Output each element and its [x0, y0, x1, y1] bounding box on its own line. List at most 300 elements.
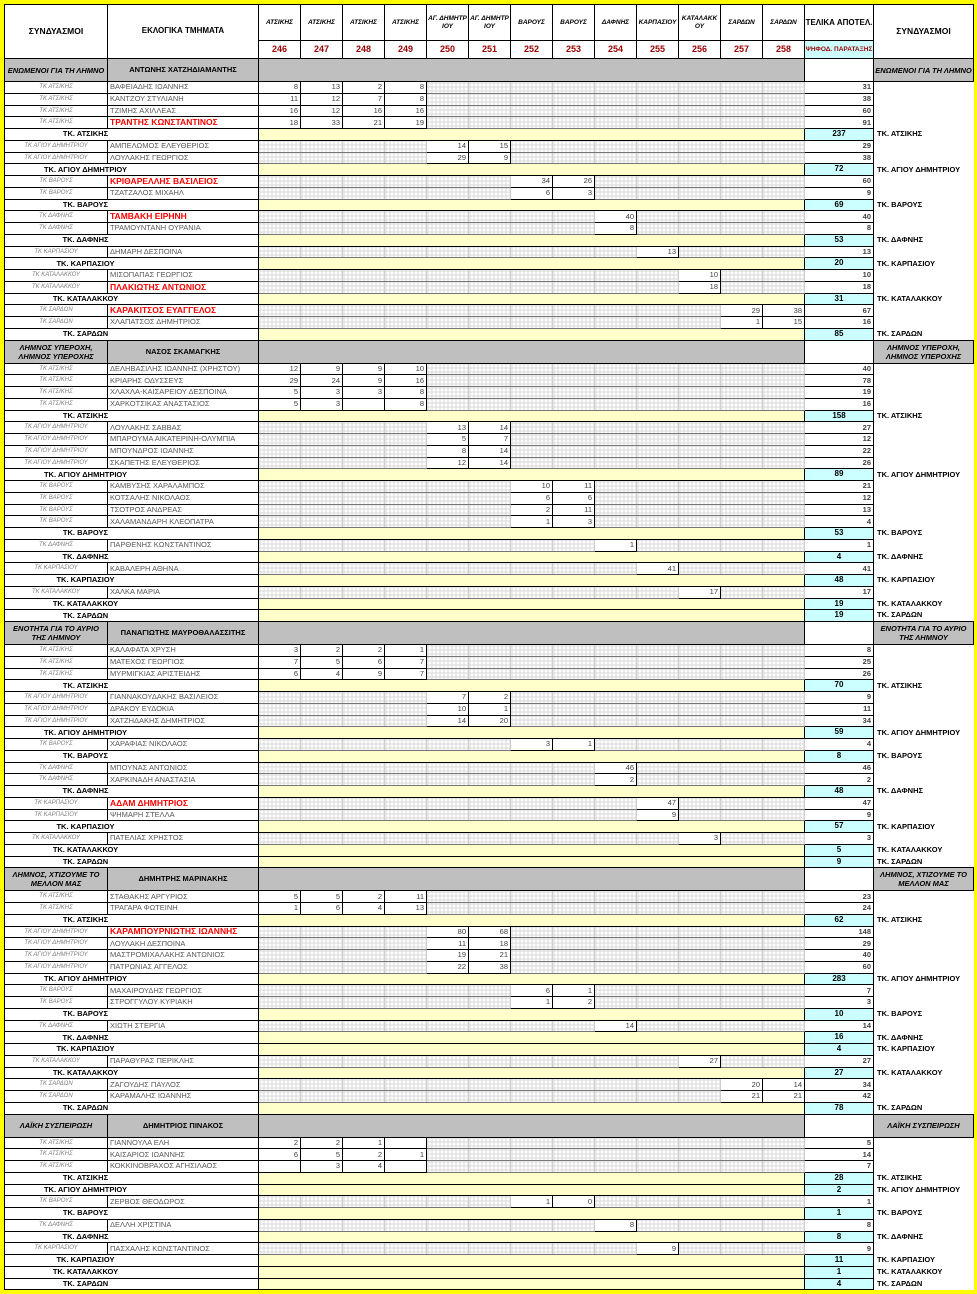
vote-cell-248[interactable]: 1 [343, 1137, 385, 1149]
vote-cell-246[interactable]: 12 [259, 363, 301, 375]
candidate-total[interactable]: 12 [805, 492, 874, 504]
candidate-name[interactable]: ΛΟΥΛΑΚΗ ΔΕΣΠΟΙΝΑ [108, 938, 259, 950]
vote-cell-247[interactable]: 3 [301, 1161, 343, 1173]
vote-cell-253[interactable]: 1 [553, 985, 595, 997]
candidate-total[interactable]: 31 [805, 82, 874, 94]
vote-cell-247[interactable]: 24 [301, 375, 343, 387]
vote-cell-250[interactable]: 14 [427, 715, 469, 727]
vote-cell-249[interactable]: 1 [385, 1149, 427, 1161]
candidate-total[interactable]: 26 [805, 457, 874, 469]
station-name-249[interactable]: ΑΤΣΙΚΗΣ [385, 5, 427, 41]
subtotal-value[interactable]: 70 [805, 680, 874, 692]
vote-cell-248[interactable]: 9 [343, 375, 385, 387]
subtotal-value[interactable]: 237 [805, 129, 874, 141]
candidate-name[interactable]: ΜΙΣΟΠΑΠΑΣ ΓΕΩΡΓΙΟΣ [108, 270, 259, 282]
vote-cell-248[interactable]: 16 [343, 105, 385, 117]
candidate-name[interactable]: ΜΠΑΡΟΥΜΑ ΑΙΚΑΤΕΡΙΝΗ-ΟΛΥΜΠΙΑ [108, 434, 259, 446]
vote-cell-256[interactable]: 18 [679, 281, 721, 293]
station-number-248[interactable]: 248 [343, 41, 385, 59]
vote-cell-254[interactable]: 40 [595, 211, 637, 223]
subtotal-value[interactable]: 4 [805, 1044, 874, 1056]
vote-cell-250[interactable]: 80 [427, 926, 469, 938]
party-name-right[interactable]: ΛΑΪΚΗ ΣΥΣΠΕΙΡΩΣΗ [874, 1114, 974, 1137]
subtotal-value[interactable]: 53 [805, 528, 874, 540]
candidate-name[interactable]: ΖΑΓΟΥΔΗΣ ΠΑΥΛΟΣ [108, 1079, 259, 1091]
candidate-total[interactable]: 14 [805, 1020, 874, 1032]
party-leader[interactable]: ΠΑΝΑΓΙΩΤΗΣ ΜΑΥΡΟΘΑΛΑΣΣΙΤΗΣ [108, 622, 259, 645]
vote-cell-246[interactable]: 16 [259, 105, 301, 117]
vote-cell-253[interactable]: 1 [553, 739, 595, 751]
station-name-254[interactable]: ΔΑΦΝΗΣ [595, 5, 637, 41]
subtotal-value[interactable]: 16 [805, 1032, 874, 1044]
vote-cell-256[interactable]: 10 [679, 270, 721, 282]
candidate-total[interactable]: 12 [805, 434, 874, 446]
vote-cell-252[interactable]: 6 [511, 492, 553, 504]
station-name-257[interactable]: ΣΑΡΔΩΝ [721, 5, 763, 41]
party-votes-header[interactable]: ΨΗΦΟΔ. ΠΑΡΑΤΑΞΗΣ [805, 41, 874, 59]
vote-cell-246[interactable]: 11 [259, 93, 301, 105]
candidate-total[interactable]: 23 [805, 891, 874, 903]
vote-cell-251[interactable]: 20 [469, 715, 511, 727]
subtotal-value[interactable]: 11 [805, 1255, 874, 1267]
subtotal-value[interactable]: 20 [805, 258, 874, 270]
station-number-258[interactable]: 258 [763, 41, 805, 59]
station-name-246[interactable]: ΑΤΣΙΚΗΣ [259, 5, 301, 41]
vote-cell-247[interactable]: 4 [301, 668, 343, 680]
subtotal-value[interactable]: 9 [805, 856, 874, 868]
station-name-247[interactable]: ΑΤΣΙΚΗΣ [301, 5, 343, 41]
candidate-name[interactable]: ΧΛΑΠΑΤΣΟΣ ΔΗΜΗΤΡΙΟΣ [108, 317, 259, 329]
vote-cell-257[interactable]: 1 [721, 317, 763, 329]
vote-cell-253[interactable]: 0 [553, 1196, 595, 1208]
vote-cell-258[interactable]: 14 [763, 1079, 805, 1091]
candidate-name[interactable]: ΧΛΑΧΛΑ-ΚΑΙΣΑΡΕΙΟΥ ΔΕΣΠΟΙΝΑ [108, 387, 259, 399]
vote-cell-249[interactable]: 16 [385, 105, 427, 117]
vote-cell-248[interactable]: 2 [343, 645, 385, 657]
vote-cell-248[interactable]: 3 [343, 387, 385, 399]
vote-cell-246[interactable]: 5 [259, 387, 301, 399]
candidate-name[interactable]: ΚΑΙΣΑΡΙΟΣ ΙΩΑΝΝΗΣ [108, 1149, 259, 1161]
candidate-total[interactable]: 60 [805, 176, 874, 188]
candidate-total[interactable]: 46 [805, 762, 874, 774]
candidate-total[interactable]: 17 [805, 586, 874, 598]
vote-cell-251[interactable]: 38 [469, 961, 511, 973]
candidate-total[interactable]: 38 [805, 93, 874, 105]
subtotal-value[interactable]: 19 [805, 610, 874, 622]
combos-header-left[interactable]: ΣΥΝΔΥΑΣΜΟΙ [5, 5, 108, 59]
candidate-total[interactable]: 40 [805, 363, 874, 375]
vote-cell-253[interactable]: 3 [553, 187, 595, 199]
vote-cell-246[interactable] [259, 1161, 301, 1173]
vote-cell-248[interactable] [343, 398, 385, 410]
vote-cell-248[interactable]: 4 [343, 1161, 385, 1173]
vote-cell-247[interactable]: 2 [301, 645, 343, 657]
vote-cell-251[interactable]: 14 [469, 445, 511, 457]
party-name-left[interactable]: ΕΝΟΤΗΤΑ ΓΙΑ ΤΟ ΑΥΡΙΟ ΤΗΣ ΛΗΜΝΟΥ [5, 622, 108, 645]
subtotal-value[interactable]: 48 [805, 786, 874, 798]
candidate-name[interactable]: ΚΑΝΤΖΟΥ ΣΤΥΛΙΑΝΗ [108, 93, 259, 105]
candidate-total[interactable]: 29 [805, 938, 874, 950]
vote-cell-250[interactable]: 22 [427, 961, 469, 973]
vote-cell-250[interactable]: 8 [427, 445, 469, 457]
vote-cell-254[interactable]: 1 [595, 539, 637, 551]
subtotal-value[interactable]: 158 [805, 410, 874, 422]
vote-cell-253[interactable]: 6 [553, 492, 595, 504]
vote-cell-251[interactable]: 2 [469, 692, 511, 704]
vote-cell-248[interactable]: 7 [343, 93, 385, 105]
candidate-name[interactable]: ΣΤΡΟΓΓΥΛΟΥ ΚΥΡΙΑΚΗ [108, 997, 259, 1009]
candidate-name[interactable]: ΧΑΤΖΗΔΑΚΗΣ ΔΗΜΗΤΡΙΟΣ [108, 715, 259, 727]
station-name-258[interactable]: ΣΑΡΔΩΝ [763, 5, 805, 41]
candidate-total[interactable]: 29 [805, 140, 874, 152]
subtotal-value[interactable]: 4 [805, 551, 874, 563]
subtotal-value[interactable]: 27 [805, 1067, 874, 1079]
station-number-251[interactable]: 251 [469, 41, 511, 59]
vote-cell-249[interactable]: 13 [385, 903, 427, 915]
vote-cell-253[interactable]: 11 [553, 504, 595, 516]
vote-cell-250[interactable]: 13 [427, 422, 469, 434]
vote-cell-246[interactable]: 6 [259, 1149, 301, 1161]
candidate-name[interactable]: ΚΟΤΣΑΛΗΣ ΝΙΚΟΛΑΟΣ [108, 492, 259, 504]
candidate-total[interactable]: 1 [805, 539, 874, 551]
candidate-total[interactable]: 14 [805, 1149, 874, 1161]
vote-cell-249[interactable]: 8 [385, 93, 427, 105]
candidate-name[interactable]: ΓΙΑΝΝΟΥΛΑ ΕΛΗ [108, 1137, 259, 1149]
candidate-total[interactable]: 47 [805, 797, 874, 809]
vote-cell-258[interactable]: 21 [763, 1091, 805, 1103]
station-number-247[interactable]: 247 [301, 41, 343, 59]
vote-cell-253[interactable]: 26 [553, 176, 595, 188]
party-name-right[interactable]: ΛΗΜΝΟΣ, ΧΤΙΖΟΥΜΕ ΤΟ ΜΕΛΛΟΝ ΜΑΣ [874, 868, 974, 891]
subtotal-value[interactable]: 1 [805, 1266, 874, 1278]
candidate-total[interactable]: 5 [805, 1137, 874, 1149]
station-number-250[interactable]: 250 [427, 41, 469, 59]
vote-cell-255[interactable]: 47 [637, 797, 679, 809]
candidate-name[interactable]: ΚΑΡΑΚΙΤΣΟΣ ΕΥΑΓΓΕΛΟΣ [108, 305, 259, 317]
vote-cell-255[interactable]: 9 [637, 809, 679, 821]
vote-cell-251[interactable]: 68 [469, 926, 511, 938]
party-leader[interactable]: ΑΝΤΩΝΗΣ ΧΑΤΖΗΔΙΑΜΑΝΤΗΣ [108, 59, 259, 82]
candidate-total[interactable]: 9 [805, 1243, 874, 1255]
vote-cell-249[interactable]: 7 [385, 668, 427, 680]
vote-cell-254[interactable]: 14 [595, 1020, 637, 1032]
vote-cell-246[interactable]: 5 [259, 891, 301, 903]
candidate-name[interactable]: ΠΑΤΡΩΝΙΑΣ ΑΓΓΕΛΟΣ [108, 961, 259, 973]
vote-cell-254[interactable]: 46 [595, 762, 637, 774]
candidate-name[interactable]: ΤΡΑΓΑΡΑ ΦΩΤΕΙΝΗ [108, 903, 259, 915]
vote-cell-252[interactable]: 3 [511, 739, 553, 751]
subtotal-value[interactable]: 10 [805, 1008, 874, 1020]
candidate-name[interactable]: ΧΑΡΚΟΤΣΙΚΑΣ ΑΝΑΣΤΑΣΙΟΣ [108, 398, 259, 410]
vote-cell-252[interactable]: 34 [511, 176, 553, 188]
vote-cell-249[interactable]: 7 [385, 656, 427, 668]
candidate-total[interactable]: 60 [805, 105, 874, 117]
vote-cell-246[interactable]: 2 [259, 1137, 301, 1149]
candidate-total[interactable]: 91 [805, 117, 874, 129]
candidate-total[interactable]: 8 [805, 645, 874, 657]
vote-cell-249[interactable]: 16 [385, 375, 427, 387]
vote-cell-249[interactable]: 8 [385, 387, 427, 399]
vote-cell-252[interactable]: 6 [511, 187, 553, 199]
vote-cell-248[interactable]: 2 [343, 82, 385, 94]
subtotal-value[interactable]: 19 [805, 598, 874, 610]
candidate-name[interactable]: ΤΣΟΤΡΟΣ ΑΝΔΡΕΑΣ [108, 504, 259, 516]
vote-cell-250[interactable]: 7 [427, 692, 469, 704]
vote-cell-247[interactable]: 2 [301, 1137, 343, 1149]
vote-cell-248[interactable]: 2 [343, 891, 385, 903]
candidate-total[interactable]: 13 [805, 246, 874, 258]
candidate-name[interactable]: ΧΑΡΑΦΙΑΣ ΝΙΚΟΛΑΟΣ [108, 739, 259, 751]
candidate-total[interactable]: 3 [805, 997, 874, 1009]
candidate-name[interactable]: ΤΖΑΤΖΑΛΟΣ ΜΙΧΑΗΛ [108, 187, 259, 199]
vote-cell-254[interactable]: 8 [595, 1219, 637, 1231]
candidate-name[interactable]: ΜΑΧΑΙΡΟΥΔΗΣ ΓΕΩΡΓΙΟΣ [108, 985, 259, 997]
vote-cell-249[interactable]: 11 [385, 891, 427, 903]
vote-cell-248[interactable]: 2 [343, 1149, 385, 1161]
candidate-total[interactable]: 27 [805, 1055, 874, 1067]
station-number-246[interactable]: 246 [259, 41, 301, 59]
party-leader[interactable]: ΔΗΜΗΤΡΙΟΣ ΠΙΝΑΚΟΣ [108, 1114, 259, 1137]
vote-cell-247[interactable]: 5 [301, 891, 343, 903]
candidate-name[interactable]: ΓΙΑΝΝΑΚΟΥΔΑΚΗΣ ΒΑΣΙΛΕΙΟΣ [108, 692, 259, 704]
subtotal-value[interactable]: 283 [805, 973, 874, 985]
candidate-total[interactable]: 40 [805, 950, 874, 962]
vote-cell-250[interactable]: 10 [427, 703, 469, 715]
vote-cell-251[interactable]: 15 [469, 140, 511, 152]
candidate-total[interactable]: 60 [805, 961, 874, 973]
candidate-name[interactable]: ΠΛΑΚΙΩΤΗΣ ΑΝΤΩΝΙΟΣ [108, 281, 259, 293]
station-name-255[interactable]: ΚΑΡΠΑΣΙΟΥ [637, 5, 679, 41]
vote-cell-246[interactable]: 29 [259, 375, 301, 387]
candidate-total[interactable]: 7 [805, 985, 874, 997]
subtotal-value[interactable]: 8 [805, 750, 874, 762]
subtotal-value[interactable]: 8 [805, 1231, 874, 1243]
candidate-total[interactable]: 21 [805, 481, 874, 493]
candidate-name[interactable]: ΤΑΜΒΑΚΗ ΕΙΡΗΝΗ [108, 211, 259, 223]
vote-cell-250[interactable]: 19 [427, 950, 469, 962]
station-number-256[interactable]: 256 [679, 41, 721, 59]
candidate-name[interactable]: ΠΑΤΕΛΙΑΣ ΧΡΗΣΤΟΣ [108, 833, 259, 845]
candidate-name[interactable]: ΚΑΜΒΥΣΗΣ ΧΑΡΑΛΑΜΠΟΣ [108, 481, 259, 493]
candidate-total[interactable]: 27 [805, 422, 874, 434]
vote-cell-251[interactable]: 1 [469, 703, 511, 715]
vote-cell-246[interactable]: 8 [259, 82, 301, 94]
vote-cell-252[interactable]: 1 [511, 997, 553, 1009]
station-name-250[interactable]: ΑΓ. ΔΗΜΗΤΡΙΟΥ [427, 5, 469, 41]
candidate-name[interactable]: ΣΤΑΘΑΚΗΣ ΑΡΓΥΡΙΟΣ [108, 891, 259, 903]
candidate-total[interactable]: 34 [805, 715, 874, 727]
vote-cell-257[interactable]: 20 [721, 1079, 763, 1091]
vote-cell-252[interactable]: 6 [511, 985, 553, 997]
candidate-name[interactable]: ΚΑΒΑΛΕΡΗ ΑΘΗΝΑ [108, 563, 259, 575]
candidate-name[interactable]: ΜΑΣΤΡΟΜΙΧΑΛΑΚΗΣ ΑΝΤΩΝΙΟΣ [108, 950, 259, 962]
vote-cell-246[interactable]: 1 [259, 903, 301, 915]
candidate-total[interactable]: 4 [805, 516, 874, 528]
subtotal-value[interactable]: 78 [805, 1102, 874, 1114]
subtotal-value[interactable]: 4 [805, 1278, 874, 1290]
candidate-name[interactable]: ΔΕΛΗΒΑΣΙΛΗΣ ΙΩΑΝΝΗΣ (ΧΡΗΣΤΟΥ) [108, 363, 259, 375]
candidate-name[interactable]: ΑΜΠΕΛΩΜΟΣ ΕΛΕΥΘΕΡΙΟΣ [108, 140, 259, 152]
vote-cell-258[interactable]: 15 [763, 317, 805, 329]
candidate-name[interactable]: ΜΠΟΥΝΑΣ ΑΝΤΩΝΙΟΣ [108, 762, 259, 774]
vote-cell-257[interactable]: 21 [721, 1091, 763, 1103]
subtotal-value[interactable]: 5 [805, 844, 874, 856]
vote-cell-251[interactable]: 9 [469, 152, 511, 164]
station-number-252[interactable]: 252 [511, 41, 553, 59]
candidate-name[interactable]: ΠΑΡΘΕΝΗΣ ΚΩΝΣΤΑΝΤΙΝΟΣ [108, 539, 259, 551]
candidate-name[interactable]: ΑΔΑΜ ΔΗΜΗΤΡΙΟΣ [108, 797, 259, 809]
candidate-name[interactable]: ΚΑΡΑΜΑΛΗΣ ΙΩΑΝΝΗΣ [108, 1091, 259, 1103]
station-number-255[interactable]: 255 [637, 41, 679, 59]
candidate-total[interactable]: 16 [805, 398, 874, 410]
final-results-header[interactable]: ΤΕΛΙΚΑ ΑΠΟΤΕΛ. [805, 5, 874, 41]
candidate-total[interactable]: 40 [805, 211, 874, 223]
vote-cell-246[interactable]: 18 [259, 117, 301, 129]
candidate-name[interactable]: ΚΑΛΑΦΑΤΑ ΧΡΥΣΗ [108, 645, 259, 657]
station-number-253[interactable]: 253 [553, 41, 595, 59]
vote-cell-253[interactable]: 3 [553, 516, 595, 528]
subtotal-value[interactable]: 59 [805, 727, 874, 739]
vote-cell-255[interactable]: 9 [637, 1243, 679, 1255]
subtotal-value[interactable]: 62 [805, 914, 874, 926]
candidate-total[interactable]: 13 [805, 504, 874, 516]
candidate-total[interactable]: 7 [805, 1161, 874, 1173]
vote-cell-246[interactable]: 7 [259, 656, 301, 668]
vote-cell-251[interactable]: 18 [469, 938, 511, 950]
candidate-total[interactable]: 34 [805, 1079, 874, 1091]
party-name-left[interactable]: ΛΗΜΝΟΣ, ΧΤΙΖΟΥΜΕ ΤΟ ΜΕΛΛΟΝ ΜΑΣ [5, 868, 108, 891]
candidate-name[interactable]: ΔΕΛΛΗ ΧΡΙΣΤΙΝΑ [108, 1219, 259, 1231]
party-name-left[interactable]: ΕΝΩΜΕΝΟΙ ΓΙΑ ΤΗ ΛΗΜΝΟ [5, 59, 108, 82]
candidate-name[interactable]: ΜΥΡΜΙΓΚΙΑΣ ΑΡΙΣΤΕΙΔΗΣ [108, 668, 259, 680]
vote-cell-246[interactable]: 3 [259, 645, 301, 657]
candidate-total[interactable]: 10 [805, 270, 874, 282]
party-leader[interactable]: ΝΑΣΟΣ ΣΚΑΜΑΓΚΗΣ [108, 340, 259, 363]
vote-cell-254[interactable]: 2 [595, 774, 637, 786]
subtotal-value[interactable]: 85 [805, 328, 874, 340]
candidate-total[interactable]: 9 [805, 187, 874, 199]
subtotal-value[interactable]: 69 [805, 199, 874, 211]
candidate-name[interactable]: ΠΑΡΑΘΥΡΑΣ ΠΕΡΙΚΛΗΣ [108, 1055, 259, 1067]
vote-cell-247[interactable]: 3 [301, 398, 343, 410]
candidate-name[interactable]: ΧΑΛΚΑ ΜΑΡΙΑ [108, 586, 259, 598]
candidate-total[interactable]: 148 [805, 926, 874, 938]
candidate-name[interactable]: ΧΙΩΤΗ ΣΤΕΡΓΙΑ [108, 1020, 259, 1032]
vote-cell-247[interactable]: 5 [301, 656, 343, 668]
station-name-253[interactable]: ΒΑΡΟΥΣ [553, 5, 595, 41]
vote-cell-248[interactable]: 6 [343, 656, 385, 668]
party-name-left[interactable]: ΛΑΪΚΗ ΣΥΣΠΕΙΡΩΣΗ [5, 1114, 108, 1137]
vote-cell-247[interactable]: 9 [301, 363, 343, 375]
vote-cell-250[interactable]: 11 [427, 938, 469, 950]
vote-cell-249[interactable] [385, 1137, 427, 1149]
vote-cell-247[interactable]: 5 [301, 1149, 343, 1161]
vote-cell-258[interactable]: 38 [763, 305, 805, 317]
vote-cell-247[interactable]: 12 [301, 105, 343, 117]
subtotal-value[interactable]: 48 [805, 575, 874, 587]
vote-cell-249[interactable] [385, 1161, 427, 1173]
party-name-right[interactable]: ΕΝΟΤΗΤΑ ΓΙΑ ΤΟ ΑΥΡΙΟ ΤΗΣ ΛΗΜΝΟΥ [874, 622, 974, 645]
candidate-name[interactable]: ΨΗΜΑΡΗ ΣΤΕΛΛΑ [108, 809, 259, 821]
polling-sections-header[interactable]: ΕΚΛΟΓΙΚΑ ΤΜΗΜΑΤΑ [108, 5, 259, 59]
candidate-total[interactable]: 67 [805, 305, 874, 317]
candidate-total[interactable]: 2 [805, 774, 874, 786]
candidate-total[interactable]: 16 [805, 317, 874, 329]
party-leader[interactable]: ΔΗΜΗΤΡΗΣ ΜΑΡΙΝΑΚΗΣ [108, 868, 259, 891]
station-name-251[interactable]: ΑΓ. ΔΗΜΗΤΡΙΟΥ [469, 5, 511, 41]
candidate-total[interactable]: 11 [805, 703, 874, 715]
vote-cell-248[interactable]: 4 [343, 903, 385, 915]
candidate-total[interactable]: 78 [805, 375, 874, 387]
candidate-name[interactable]: ΚΡΙΑΡΗΣ ΟΔΥΣΣΕΥΣ [108, 375, 259, 387]
candidate-total[interactable]: 4 [805, 739, 874, 751]
candidate-total[interactable]: 26 [805, 668, 874, 680]
vote-cell-247[interactable]: 12 [301, 93, 343, 105]
candidate-name[interactable]: ΧΑΡΚΙΝΑΔΗ ΑΝΑΣΤΑΣΙΑ [108, 774, 259, 786]
candidate-name[interactable]: ΜΑΤΕΧΟΣ ΓΕΩΡΓΙΟΣ [108, 656, 259, 668]
station-name-252[interactable]: ΒΑΡΟΥΣ [511, 5, 553, 41]
vote-cell-249[interactable]: 1 [385, 645, 427, 657]
candidate-total[interactable]: 24 [805, 903, 874, 915]
vote-cell-251[interactable]: 21 [469, 950, 511, 962]
candidate-name[interactable]: ΛΟΥΛΑΚΗΣ ΓΕΩΡΓΙΟΣ [108, 152, 259, 164]
vote-cell-255[interactable]: 13 [637, 246, 679, 258]
vote-cell-252[interactable]: 2 [511, 504, 553, 516]
vote-cell-256[interactable]: 17 [679, 586, 721, 598]
vote-cell-252[interactable]: 1 [511, 516, 553, 528]
station-number-254[interactable]: 254 [595, 41, 637, 59]
subtotal-value[interactable]: 72 [805, 164, 874, 176]
candidate-total[interactable]: 38 [805, 152, 874, 164]
vote-cell-250[interactable]: 5 [427, 434, 469, 446]
station-number-257[interactable]: 257 [721, 41, 763, 59]
vote-cell-252[interactable]: 1 [511, 1196, 553, 1208]
combos-header-right[interactable]: ΣΥΝΔΥΑΣΜΟΙ [874, 5, 974, 59]
vote-cell-247[interactable]: 33 [301, 117, 343, 129]
candidate-total[interactable]: 8 [805, 1219, 874, 1231]
vote-cell-256[interactable]: 27 [679, 1055, 721, 1067]
vote-cell-251[interactable]: 7 [469, 434, 511, 446]
vote-cell-251[interactable]: 14 [469, 457, 511, 469]
subtotal-value[interactable]: 53 [805, 234, 874, 246]
vote-cell-247[interactable]: 13 [301, 82, 343, 94]
candidate-total[interactable]: 8 [805, 223, 874, 235]
vote-cell-253[interactable]: 11 [553, 481, 595, 493]
vote-cell-249[interactable]: 19 [385, 117, 427, 129]
vote-cell-253[interactable]: 2 [553, 997, 595, 1009]
station-name-248[interactable]: ΑΤΣΙΚΗΣ [343, 5, 385, 41]
subtotal-value[interactable]: 31 [805, 293, 874, 305]
vote-cell-247[interactable]: 6 [301, 903, 343, 915]
candidate-name[interactable]: ΣΚΑΠΕΤΗΣ ΕΛΕΥΘΕΡΙΟΣ [108, 457, 259, 469]
vote-cell-257[interactable]: 29 [721, 305, 763, 317]
vote-cell-249[interactable]: 8 [385, 398, 427, 410]
candidate-name[interactable]: ΠΑΣΧΑΛΗΣ ΚΩΝΣΤΑΝΤΙΝΟΣ [108, 1243, 259, 1255]
candidate-name[interactable]: ΤΡΑΝΤΗΣ ΚΩΝΣΤΑΝΤΙΝΟΣ [108, 117, 259, 129]
candidate-total[interactable]: 9 [805, 692, 874, 704]
party-name-left[interactable]: ΛΗΜΝΟΣ ΥΠΕΡΟΧΗ, ΛΗΜΝΟΣ ΥΠΕΡΟΧΗΣ [5, 340, 108, 363]
candidate-name[interactable]: ΔΡΑΚΟΥ ΕΥΔΟΚΙΑ [108, 703, 259, 715]
candidate-name[interactable]: ΒΑΦΕΙΑΔΗΣ ΙΩΑΝΝΗΣ [108, 82, 259, 94]
candidate-name[interactable]: ΔΗΜΑΡΗ ΔΕΣΠΟΙΝΑ [108, 246, 259, 258]
candidate-total[interactable]: 19 [805, 387, 874, 399]
vote-cell-248[interactable]: 9 [343, 668, 385, 680]
vote-cell-249[interactable]: 10 [385, 363, 427, 375]
vote-cell-248[interactable]: 9 [343, 363, 385, 375]
candidate-total[interactable]: 9 [805, 809, 874, 821]
candidate-total[interactable]: 18 [805, 281, 874, 293]
station-number-249[interactable]: 249 [385, 41, 427, 59]
